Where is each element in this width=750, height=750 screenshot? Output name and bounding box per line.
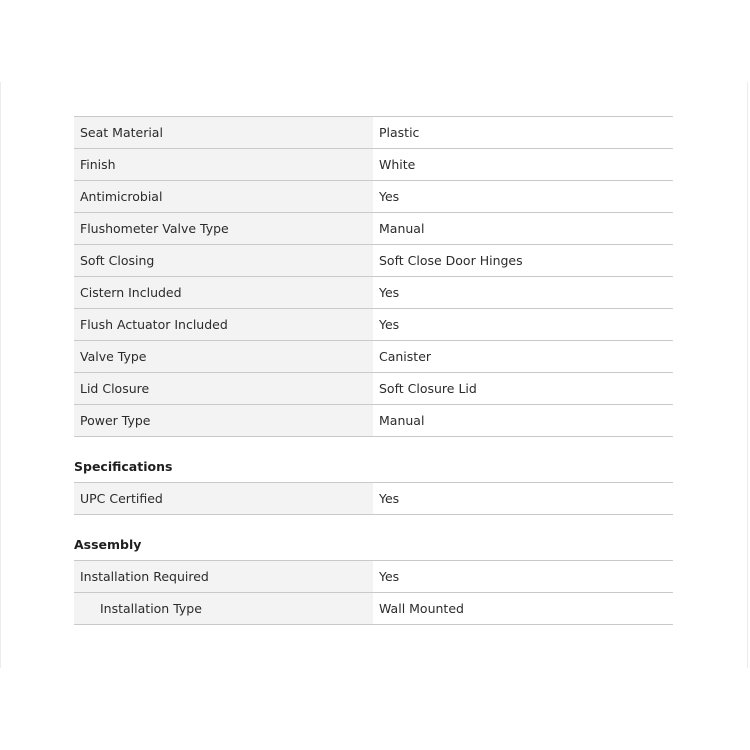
spec-label: UPC Certified xyxy=(74,483,373,514)
spec-label: Antimicrobial xyxy=(74,181,373,212)
spec-row-installation-type xyxy=(74,593,673,625)
spec-row-cistern-included xyxy=(74,277,673,309)
spec-value: Yes xyxy=(379,285,400,300)
assembly-table xyxy=(74,560,673,625)
spec-value: Manual xyxy=(379,413,425,428)
spec-label: Installation Type xyxy=(74,593,373,624)
general-spec-table xyxy=(74,116,673,437)
spec-row-flush-actuator-included xyxy=(74,309,673,341)
spec-row-installation-required xyxy=(74,561,673,593)
spec-label: Valve Type xyxy=(74,341,373,372)
spec-value: Soft Close Door Hinges xyxy=(379,253,523,268)
spec-row-finish xyxy=(74,149,673,181)
spec-label: Flushometer Valve Type xyxy=(74,213,373,244)
spec-row-valve-type xyxy=(74,341,673,373)
spec-row-power-type xyxy=(74,405,673,437)
spec-value: Manual xyxy=(379,221,425,236)
spec-row-seat-material xyxy=(74,117,673,149)
spec-row-antimicrobial xyxy=(74,181,673,213)
spec-label: Flush Actuator Included xyxy=(74,309,373,340)
spec-value: Yes xyxy=(379,189,400,204)
spec-row-flushometer-valve-type xyxy=(74,213,673,245)
spec-value: Wall Mounted xyxy=(379,601,464,616)
spec-row-lid-closure xyxy=(74,373,673,405)
spec-row-upc-certified xyxy=(74,483,673,515)
spec-label: Installation Required xyxy=(74,561,373,592)
spec-value: Plastic xyxy=(379,125,420,140)
spec-value: Canister xyxy=(379,349,432,364)
section-title-specifications: Specifications xyxy=(74,459,173,474)
specifications-table xyxy=(74,482,673,515)
spec-label: Seat Material xyxy=(74,117,373,148)
spec-label: Power Type xyxy=(74,405,373,436)
spec-label: Finish xyxy=(74,149,373,180)
spec-value: Yes xyxy=(379,569,400,584)
spec-label: Lid Closure xyxy=(74,373,373,404)
section-title-assembly: Assembly xyxy=(74,537,142,552)
spec-value: White xyxy=(379,157,416,172)
spec-value: Yes xyxy=(379,491,400,506)
spec-value: Yes xyxy=(379,317,400,332)
spec-value: Soft Closure Lid xyxy=(379,381,477,396)
spec-label: Soft Closing xyxy=(74,245,373,276)
spec-row-soft-closing xyxy=(74,245,673,277)
product-specs xyxy=(74,116,673,625)
spec-label: Cistern Included xyxy=(74,277,373,308)
